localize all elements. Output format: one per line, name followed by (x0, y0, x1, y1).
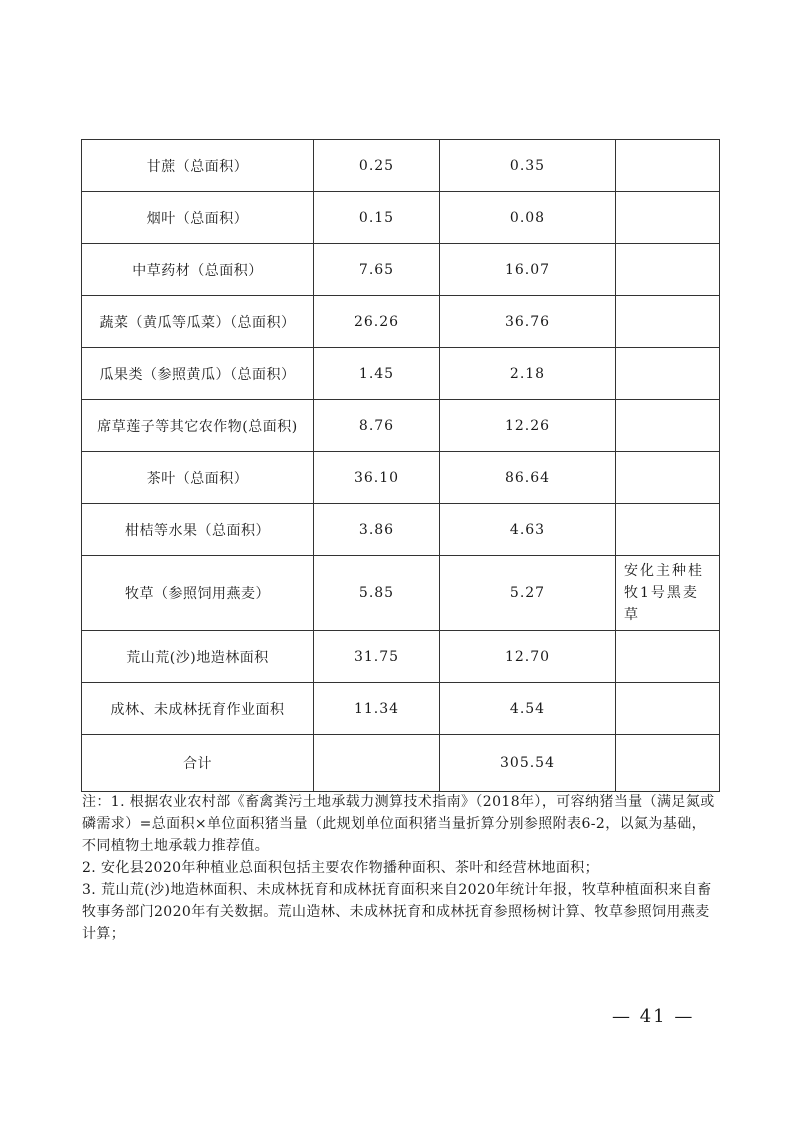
area-cell: 0.15 (314, 192, 440, 244)
area-cell: 11.34 (314, 683, 440, 735)
crop-name-cell: 成林、未成林抚育作业面积 (82, 683, 314, 735)
area-cell: 3.86 (314, 504, 440, 556)
capacity-cell: 16.07 (440, 244, 616, 296)
capacity-cell: 86.64 (440, 452, 616, 504)
capacity-cell: 4.54 (440, 683, 616, 735)
crop-name-cell: 荒山荒(沙)地造林面积 (82, 631, 314, 683)
crop-name-cell: 甘蔗（总面积） (82, 140, 314, 192)
capacity-cell: 0.08 (440, 192, 616, 244)
note-3: 3. 荒山荒(沙)地造林面积、未成林抚育和成林抚育面积来自2020年统计年报，牧草种植面积来自畜牧事务部门2020年有关数据。荒山造林、未成林抚育和成林抚育参照杨树计算、牧草参照饲用燕麦计算； (82, 882, 712, 942)
total-note-cell (616, 735, 720, 792)
table-row (82, 452, 720, 504)
crop-name-cell: 蔬菜（黄瓜等瓜菜）（总面积） (82, 296, 314, 348)
page-number: — 41 — (612, 1006, 695, 1027)
capacity-cell: 12.26 (440, 400, 616, 452)
capacity-cell: 2.18 (440, 348, 616, 400)
crop-name-cell: 瓜果类（参照黄瓜）（总面积） (82, 348, 314, 400)
table-row (82, 140, 720, 192)
area-cell: 8.76 (314, 400, 440, 452)
area-cell: 36.10 (314, 452, 440, 504)
capacity-cell: 0.35 (440, 140, 616, 192)
crop-name-cell: 席草莲子等其它农作物(总面积) (82, 400, 314, 452)
table-notes (82, 791, 716, 945)
note-cell (616, 504, 720, 556)
crop-name-cell: 柑桔等水果（总面积） (82, 504, 314, 556)
table-row (82, 504, 720, 556)
area-cell: 0.25 (314, 140, 440, 192)
area-cell: 1.45 (314, 348, 440, 400)
table-row (82, 192, 720, 244)
note-cell (616, 452, 720, 504)
crop-name-cell: 牧草（参照饲用燕麦） (82, 556, 314, 631)
table-row (82, 556, 720, 631)
total-capacity-cell: 305.54 (440, 735, 616, 792)
note-cell (616, 140, 720, 192)
area-cell: 26.26 (314, 296, 440, 348)
capacity-cell: 4.63 (440, 504, 616, 556)
note-cell (616, 192, 720, 244)
note-cell (616, 400, 720, 452)
capacity-cell: 12.70 (440, 631, 616, 683)
table-row (82, 631, 720, 683)
crop-capacity-table (81, 139, 720, 792)
total-label-cell: 合计 (82, 735, 314, 792)
crop-name-cell: 烟叶（总面积） (82, 192, 314, 244)
capacity-cell: 5.27 (440, 556, 616, 631)
note-cell: 安化主种桂牧1号黑麦草 (616, 556, 720, 631)
table-row (82, 244, 720, 296)
table-row (82, 400, 720, 452)
note-cell (616, 296, 720, 348)
crop-name-cell: 中草药材（总面积） (82, 244, 314, 296)
note-2: 2. 安化县2020年种植业总面积包括主要农作物播种面积、茶叶和经营林地面积； (82, 860, 600, 876)
crop-name-cell: 茶叶（总面积） (82, 452, 314, 504)
area-cell: 5.85 (314, 556, 440, 631)
table-row (82, 348, 720, 400)
note-1: 注：1. 根据农业农村部《畜禽粪污土地承载力测算技术指南》（2018年），可容纳猪当量（满足氮或磷需求）=总面积×单位面积猪当量（此规划单位面积猪当量折算分别参照附表6-2，以氮为基础，不同植物土地承载力推荐值。 (82, 794, 715, 854)
note-cell (616, 348, 720, 400)
note-cell (616, 244, 720, 296)
capacity-cell: 36.76 (440, 296, 616, 348)
note-cell (616, 631, 720, 683)
area-cell: 7.65 (314, 244, 440, 296)
table-row (82, 683, 720, 735)
area-cell: 31.75 (314, 631, 440, 683)
total-row (82, 735, 720, 792)
total-area-cell (314, 735, 440, 792)
table-row (82, 296, 720, 348)
note-cell (616, 683, 720, 735)
